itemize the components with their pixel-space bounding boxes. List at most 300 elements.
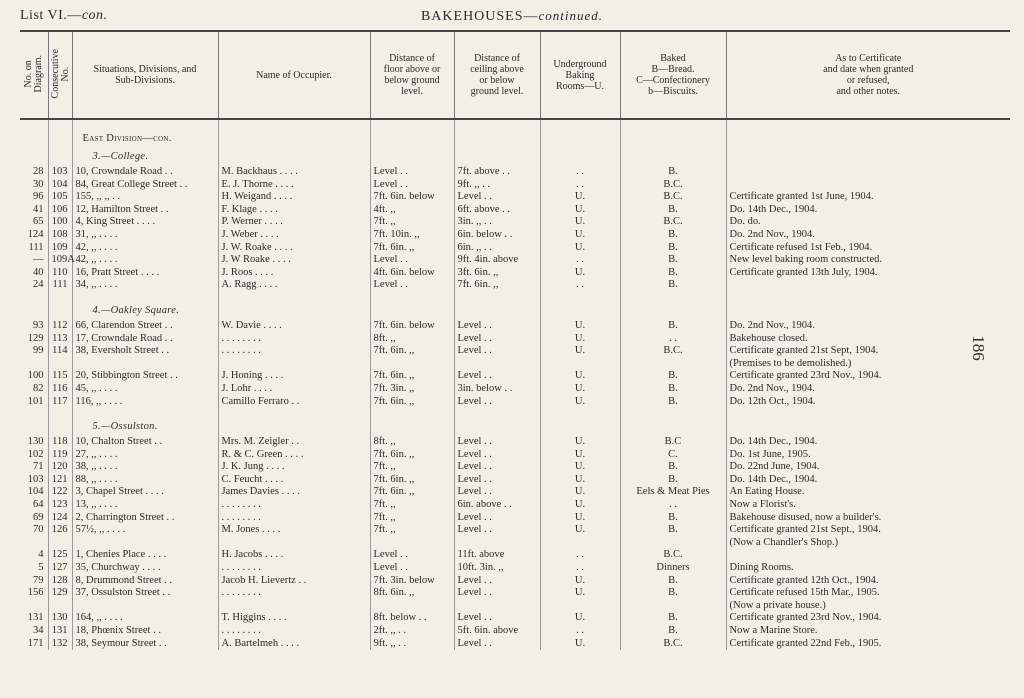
diagram-no-cell: 102 <box>27 448 44 460</box>
baked-cell: B. <box>620 587 726 612</box>
certificate-note-cell: Do. 14th Dec., 1904. <box>726 436 1010 449</box>
certificate-note-cell <box>726 179 1010 192</box>
certificate-note-cell: Certificate granted 23rd Nov., 1904. <box>726 370 1010 383</box>
baked-cell: B. <box>620 320 726 333</box>
situation-cell: 3, Chapel Street . . . . <box>72 486 218 499</box>
subdivision-heading-row <box>20 148 1010 166</box>
consecutive-no-cell: 130 <box>48 612 72 625</box>
table-row <box>20 562 1010 575</box>
underground-cell: U. <box>540 242 620 255</box>
table-row <box>20 474 1010 487</box>
situation-cell: 45, ,, . . . . <box>72 383 218 396</box>
table-row <box>20 216 1010 229</box>
table-row <box>20 587 1010 612</box>
table-row <box>20 179 1010 192</box>
underground-cell: . . <box>540 179 620 192</box>
occupier-cell: J. Weber . . . . <box>218 229 370 242</box>
underground-cell: U. <box>540 486 620 499</box>
ceiling-distance-cell: Level . . <box>454 512 540 525</box>
floor-distance-cell: 7ft. 6in. ,, <box>370 474 454 487</box>
floor-distance-cell: 7ft. 3in. below <box>370 575 454 588</box>
situation-cell: 8, Drummond Street . . <box>72 575 218 588</box>
baked-cell: Dinners <box>620 562 726 575</box>
consecutive-no-cell: 131 <box>48 625 72 638</box>
underground-cell: U. <box>540 370 620 383</box>
occupier-cell: . . . . . . . . <box>218 345 370 370</box>
diagram-no-cell: 28 <box>33 166 44 177</box>
table-row <box>20 612 1010 625</box>
consecutive-no-cell: 109A <box>48 254 72 267</box>
floor-distance-cell: 7ft. 6in. below <box>370 191 454 204</box>
floor-distance-cell: 4ft. 6in. below <box>370 267 454 280</box>
diagram-no-cell: 41 <box>33 203 44 215</box>
baked-cell: B. <box>620 229 726 242</box>
certificate-note-cell: Certificate refused 15th Mar., 1905. (Now a private house.) <box>726 587 1010 612</box>
situation-cell: 38, Eversholt Street . . <box>72 345 218 370</box>
subdivision-heading: 3.—College. <box>72 148 218 166</box>
spacer-row <box>20 119 1010 130</box>
division-heading-row <box>20 130 1010 148</box>
situation-cell: 10, Crowndale Road . . <box>72 166 218 179</box>
consecutive-no-cell: 118 <box>48 436 72 449</box>
underground-cell: U. <box>540 587 620 612</box>
consecutive-no-cell: 116 <box>48 383 72 396</box>
occupier-cell: H. Weigand . . . . <box>218 191 370 204</box>
ceiling-distance-cell: 3in. ,, . . <box>454 216 540 229</box>
ceiling-distance-cell: Level . . <box>454 575 540 588</box>
consecutive-no-cell: 108 <box>48 229 72 242</box>
table-row <box>20 436 1010 449</box>
occupier-cell: M. Backhaus . . . . <box>218 166 370 179</box>
situation-cell: 31, ,, . . . . <box>72 229 218 242</box>
floor-distance-cell: 8ft. 6in. ,, <box>370 587 454 612</box>
baked-cell: B.C. <box>620 216 726 229</box>
baked-cell: B.C <box>620 436 726 449</box>
situation-cell: 42, ,, . . . . <box>72 242 218 255</box>
diagram-no-cell: 65 <box>33 216 44 228</box>
underground-cell: U. <box>540 204 620 217</box>
consecutive-no-cell: 112 <box>48 320 72 333</box>
diagram-no-cell: 103 <box>27 473 44 485</box>
diagram-no-cell: 130 <box>27 436 44 448</box>
table-row <box>20 204 1010 217</box>
table-row <box>20 499 1010 512</box>
col-floor-distance: Distance of floor above or below ground level. <box>370 31 454 119</box>
situation-cell: 2, Charrington Street . . <box>72 512 218 525</box>
occupier-cell: M. Jones . . . . <box>218 524 370 549</box>
situation-cell: 34, ,, . . . . <box>72 279 218 292</box>
bakehouses-table <box>20 30 1010 650</box>
situation-cell: 16, Pratt Street . . . . <box>72 267 218 280</box>
diagram-no-cell: 99 <box>33 345 44 357</box>
ceiling-distance-cell: 6in. ,, . . <box>454 242 540 255</box>
baked-cell: B. <box>620 166 726 179</box>
floor-distance-cell: 7ft. 6in. ,, <box>370 449 454 462</box>
division-heading: East Division—con. <box>72 130 218 148</box>
col-consecutive: Consecutive No. <box>48 31 72 119</box>
occupier-cell: A. Bartelmeh . . . . <box>218 638 370 651</box>
consecutive-no-cell: 115 <box>48 370 72 383</box>
certificate-note-cell: Certificate refused 1st Feb., 1904. <box>726 242 1010 255</box>
situation-cell: 13, ,, . . . . <box>72 499 218 512</box>
underground-cell: . . <box>540 279 620 292</box>
subdivision-heading: 5.—Ossulston. <box>72 418 218 436</box>
table-row <box>20 279 1010 292</box>
floor-distance-cell: 8ft. ,, <box>370 436 454 449</box>
baked-cell: B. <box>620 204 726 217</box>
baked-cell: B. <box>620 474 726 487</box>
occupier-cell: R. & C. Green . . . . <box>218 449 370 462</box>
list-label: List VI.—con. <box>20 8 108 23</box>
floor-distance-cell: Level . . <box>370 549 454 562</box>
baked-cell: B.C. <box>620 549 726 562</box>
table-row <box>20 191 1010 204</box>
floor-distance-cell: 9ft. ,, . . <box>370 638 454 651</box>
occupier-cell: P. Werner . . . . <box>218 216 370 229</box>
table-row <box>20 486 1010 499</box>
spacer-row <box>20 408 1010 418</box>
consecutive-no-cell: 125 <box>48 549 72 562</box>
consecutive-no-cell: 132 <box>48 638 72 651</box>
underground-cell: U. <box>540 638 620 651</box>
baked-cell: B. <box>620 575 726 588</box>
spacer-row <box>20 292 1010 302</box>
diagram-no-cell: 79 <box>33 574 44 586</box>
underground-cell: U. <box>540 575 620 588</box>
baked-cell: Eels & Meat Pies <box>620 486 726 499</box>
consecutive-no-cell: 111 <box>48 279 72 292</box>
table-row <box>20 383 1010 396</box>
diagram-no-cell: 93 <box>33 319 44 331</box>
table-row <box>20 449 1010 462</box>
diagram-no-cell: 82 <box>33 382 44 394</box>
diagram-no-cell: 34 <box>33 625 44 636</box>
table-row <box>20 345 1010 370</box>
occupier-cell: . . . . . . . . <box>218 499 370 512</box>
consecutive-no-cell: 113 <box>48 333 72 346</box>
situation-cell: 10, Chalton Street . . <box>72 436 218 449</box>
col-baked: Baked B—Bread. C—Confectionery b—Biscuits. <box>620 31 726 119</box>
baked-cell: C. <box>620 449 726 462</box>
certificate-note-cell: Do. 12th Oct., 1904. <box>726 396 1010 409</box>
certificate-note-cell: Certificate granted 23rd Nov., 1904. <box>726 612 1010 625</box>
certificate-note-cell: Do. 22nd June, 1904. <box>726 461 1010 474</box>
ceiling-distance-cell: 6ft. above . . <box>454 204 540 217</box>
underground-cell: U. <box>540 320 620 333</box>
ceiling-distance-cell: 9ft. ,, . . <box>454 179 540 192</box>
baked-cell: B. <box>620 396 726 409</box>
table-row <box>20 370 1010 383</box>
underground-cell: U. <box>540 191 620 204</box>
underground-cell: U. <box>540 449 620 462</box>
underground-cell: U. <box>540 461 620 474</box>
occupier-cell: J. K. Jung . . . . <box>218 461 370 474</box>
diagram-no-cell: 24 <box>33 279 44 291</box>
subdivision-heading-row <box>20 302 1010 320</box>
table-row <box>20 575 1010 588</box>
situation-cell: 1, Chenies Place . . . . <box>72 549 218 562</box>
floor-distance-cell: 7ft. ,, <box>370 499 454 512</box>
diagram-no-cell: 156 <box>27 587 44 599</box>
baked-cell: B. <box>620 370 726 383</box>
baked-cell: B. <box>620 512 726 525</box>
ceiling-distance-cell: Level . . <box>454 638 540 651</box>
occupier-cell: . . . . . . . . <box>218 587 370 612</box>
underground-cell: U. <box>540 499 620 512</box>
occupier-cell: James Davies . . . . <box>218 486 370 499</box>
certificate-note-cell: Certificate granted 1st June, 1904. <box>726 191 1010 204</box>
diagram-no-cell: 40 <box>33 266 44 278</box>
diagram-no-cell: 101 <box>27 395 44 407</box>
baked-cell: B. <box>620 461 726 474</box>
table-body <box>20 119 1010 650</box>
table-row <box>20 333 1010 346</box>
situation-cell: 17, Crowndale Road . . <box>72 333 218 346</box>
ceiling-distance-cell: Level . . <box>454 587 540 612</box>
situation-cell: 37, Ossulston Street . . <box>72 587 218 612</box>
consecutive-no-cell: 122 <box>48 486 72 499</box>
consecutive-no-cell: 110 <box>48 267 72 280</box>
ceiling-distance-cell: 7ft. above . . <box>454 166 540 179</box>
situation-cell: 164, ,, . . . . <box>72 612 218 625</box>
situation-cell: 116, ,, . . . . <box>72 396 218 409</box>
occupier-cell: Camillo Ferraro . . <box>218 396 370 409</box>
certificate-note-cell: Do. 14th Dec., 1904. <box>726 204 1010 217</box>
certificate-note-cell: Do. 2nd Nov., 1904. <box>726 229 1010 242</box>
certificate-note-cell: Now a Marine Store. <box>726 625 1010 638</box>
col-no-on-diagram: No. on Diagram. <box>20 31 48 119</box>
certificate-note-cell: New level baking room constructed. <box>726 254 1010 267</box>
table-row <box>20 524 1010 549</box>
occupier-cell: . . . . . . . . <box>218 512 370 525</box>
floor-distance-cell: Level . . <box>370 166 454 179</box>
occupier-cell: H. Jacobs . . . . <box>218 549 370 562</box>
occupier-cell: J. Honing . . . . <box>218 370 370 383</box>
ceiling-distance-cell: Level . . <box>454 461 540 474</box>
certificate-note-cell <box>726 279 1010 292</box>
diagram-no-cell: — <box>33 254 44 266</box>
ceiling-distance-cell: 3in. below . . <box>454 383 540 396</box>
baked-cell: . . <box>620 499 726 512</box>
floor-distance-cell: 7ft. ,, <box>370 512 454 525</box>
diagram-no-cell: 5 <box>38 562 44 574</box>
floor-distance-cell: Level . . <box>370 279 454 292</box>
situation-cell: 18, Phœnix Street . . <box>72 625 218 638</box>
certificate-note-cell: Certificate granted 12th Oct., 1904. <box>726 575 1010 588</box>
diagram-no-cell: 96 <box>33 191 44 203</box>
table-row <box>20 512 1010 525</box>
occupier-cell: . . . . . . . . <box>218 562 370 575</box>
underground-cell: . . <box>540 254 620 267</box>
ceiling-distance-cell: 9ft. 4in. above <box>454 254 540 267</box>
certificate-note-cell <box>726 166 1010 179</box>
table-row <box>20 254 1010 267</box>
consecutive-no-cell: 123 <box>48 499 72 512</box>
diagram-no-cell: 30 <box>33 178 44 190</box>
occupier-cell: J. W. Roake . . . . <box>218 242 370 255</box>
situation-cell: 155, ,, ,, . . <box>72 191 218 204</box>
consecutive-no-cell: 104 <box>48 179 72 192</box>
floor-distance-cell: 8ft. ,, <box>370 333 454 346</box>
baked-cell: B. <box>620 524 726 549</box>
diagram-no-cell: 64 <box>33 499 44 511</box>
underground-cell: U. <box>540 345 620 370</box>
diagram-no-cell: 69 <box>33 511 44 523</box>
table-row <box>20 625 1010 638</box>
situation-cell: 27, ,, . . . . <box>72 449 218 462</box>
diagram-no-cell: 100 <box>27 370 44 382</box>
occupier-cell: J. Lohr . . . . <box>218 383 370 396</box>
ceiling-distance-cell: Level . . <box>454 396 540 409</box>
certificate-note-cell <box>726 549 1010 562</box>
floor-distance-cell: 7ft. ,, <box>370 216 454 229</box>
consecutive-no-cell: 100 <box>48 216 72 229</box>
underground-cell: U. <box>540 229 620 242</box>
underground-cell: . . <box>540 549 620 562</box>
table-row <box>20 549 1010 562</box>
floor-distance-cell: 7ft. ,, <box>370 461 454 474</box>
ceiling-distance-cell: Level . . <box>454 524 540 549</box>
floor-distance-cell: 7ft. 6in. ,, <box>370 486 454 499</box>
certificate-note-cell: Do. 1st June, 1905. <box>726 449 1010 462</box>
occupier-cell: J. Roos . . . . <box>218 267 370 280</box>
underground-cell: U. <box>540 333 620 346</box>
consecutive-no-cell: 103 <box>48 166 72 179</box>
page-title: BAKEHOUSES—continued. <box>420 8 604 24</box>
baked-cell: B. <box>620 383 726 396</box>
situation-cell: 38, ,, . . . . <box>72 461 218 474</box>
consecutive-no-cell: 124 <box>48 512 72 525</box>
situation-cell: 12, Hamilton Street . . <box>72 204 218 217</box>
situation-cell: 38, Seymour Street . . <box>72 638 218 651</box>
ceiling-distance-cell: Level . . <box>454 474 540 487</box>
page-header <box>0 4 1024 26</box>
baked-cell: B. <box>620 267 726 280</box>
floor-distance-cell: 7ft. 6in. ,, <box>370 370 454 383</box>
baked-cell: B.C. <box>620 179 726 192</box>
consecutive-no-cell: 120 <box>48 461 72 474</box>
consecutive-no-cell: 117 <box>48 396 72 409</box>
situation-cell: 88, ,, . . . . <box>72 474 218 487</box>
table-row <box>20 166 1010 179</box>
floor-distance-cell: 7ft. ,, <box>370 524 454 549</box>
occupier-cell: . . . . . . . . <box>218 333 370 346</box>
ceiling-distance-cell: 10ft. 3in. ,, <box>454 562 540 575</box>
baked-cell: B. <box>620 279 726 292</box>
occupier-cell: Mrs. M. Zeigler . . <box>218 436 370 449</box>
diagram-no-cell: 124 <box>27 228 44 240</box>
col-ceiling-distance: Distance of ceiling above or below ground level. <box>454 31 540 119</box>
baked-cell: B.C. <box>620 191 726 204</box>
consecutive-no-cell: 121 <box>48 474 72 487</box>
underground-cell: U. <box>540 267 620 280</box>
col-occupier: Name of Occupier. <box>218 31 370 119</box>
ceiling-distance-cell: Level . . <box>454 612 540 625</box>
certificate-note-cell: Do. 2nd Nov., 1904. <box>726 383 1010 396</box>
table-row <box>20 638 1010 651</box>
ceiling-distance-cell: 6in. above . . <box>454 499 540 512</box>
underground-cell: . . <box>540 562 620 575</box>
ceiling-distance-cell: 11ft. above <box>454 549 540 562</box>
certificate-note-cell: Do. do. <box>726 216 1010 229</box>
underground-cell: U. <box>540 512 620 525</box>
certificate-note-cell: Certificate granted 22nd Feb., 1905. <box>726 638 1010 651</box>
situation-cell: 84, Great College Street . . <box>72 179 218 192</box>
table-row <box>20 461 1010 474</box>
consecutive-no-cell: 128 <box>48 575 72 588</box>
header-row <box>20 31 1010 119</box>
situation-cell: 20, Stibbington Street . . <box>72 370 218 383</box>
certificate-note-cell: Certificate granted 13th July, 1904. <box>726 267 1010 280</box>
underground-cell: U. <box>540 396 620 409</box>
situation-cell: 35, Churchway . . . . <box>72 562 218 575</box>
page-number: 186 <box>968 335 988 361</box>
floor-distance-cell: 7ft. 10in. ,, <box>370 229 454 242</box>
ceiling-distance-cell: Level . . <box>454 486 540 499</box>
certificate-note-cell: Dining Rooms. <box>726 562 1010 575</box>
underground-cell: . . <box>540 166 620 179</box>
baked-cell: B. <box>620 625 726 638</box>
diagram-no-cell: 111 <box>28 241 44 253</box>
table-row <box>20 396 1010 409</box>
occupier-cell: . . . . . . . . <box>218 625 370 638</box>
baked-cell: B. <box>620 254 726 267</box>
ceiling-distance-cell: Level . . <box>454 436 540 449</box>
subdivision-heading-row <box>20 418 1010 436</box>
situation-cell: 42, ,, . . . . <box>72 254 218 267</box>
occupier-cell: F. Klage . . . . <box>218 204 370 217</box>
underground-cell: . . <box>540 625 620 638</box>
occupier-cell: T. Higgins . . . . <box>218 612 370 625</box>
ceiling-distance-cell: 3ft. 6in. ,, <box>454 267 540 280</box>
certificate-note-cell: Bakehouse disused, now a builder's. <box>726 512 1010 525</box>
consecutive-no-cell: 119 <box>48 449 72 462</box>
baked-cell: B. <box>620 242 726 255</box>
consecutive-no-cell: 106 <box>48 204 72 217</box>
floor-distance-cell: 7ft. 6in. ,, <box>370 396 454 409</box>
underground-cell: U. <box>540 436 620 449</box>
certificate-note-cell: Bakehouse closed. <box>726 333 1010 346</box>
ceiling-distance-cell: Level . . <box>454 191 540 204</box>
occupier-cell: C. Feucht . . . . <box>218 474 370 487</box>
col-certificate: As to Certificate and date when granted or refused, and other notes. <box>726 31 1010 119</box>
consecutive-no-cell: 114 <box>48 345 72 370</box>
consecutive-no-cell: 129 <box>48 587 72 612</box>
table-row <box>20 242 1010 255</box>
underground-cell: U. <box>540 474 620 487</box>
ceiling-distance-cell: Level . . <box>454 320 540 333</box>
floor-distance-cell: 8ft. below . . <box>370 612 454 625</box>
ceiling-distance-cell: 7ft. 6in. ,, <box>454 279 540 292</box>
ceiling-distance-cell: Level . . <box>454 370 540 383</box>
certificate-note-cell: An Eating House. <box>726 486 1010 499</box>
underground-cell: U. <box>540 216 620 229</box>
ceiling-distance-cell: 5ft. 6in. above <box>454 625 540 638</box>
diagram-no-cell: 104 <box>27 486 44 498</box>
occupier-cell: A. Ragg . . . . <box>218 279 370 292</box>
certificate-note-cell: Do. 14th Dec., 1904. <box>726 474 1010 487</box>
table-row <box>20 320 1010 333</box>
certificate-note-cell: Do. 2nd Nov., 1904. <box>726 320 1010 333</box>
floor-distance-cell: Level . . <box>370 562 454 575</box>
consecutive-no-cell: 126 <box>48 524 72 549</box>
certificate-note-cell: Now a Florist's. <box>726 499 1010 512</box>
situation-cell: 66, Clarendon Street . . <box>72 320 218 333</box>
floor-distance-cell: 7ft. 6in. below <box>370 320 454 333</box>
underground-cell: U. <box>540 612 620 625</box>
underground-cell: U. <box>540 524 620 549</box>
ceiling-distance-cell: Level . . <box>454 345 540 370</box>
